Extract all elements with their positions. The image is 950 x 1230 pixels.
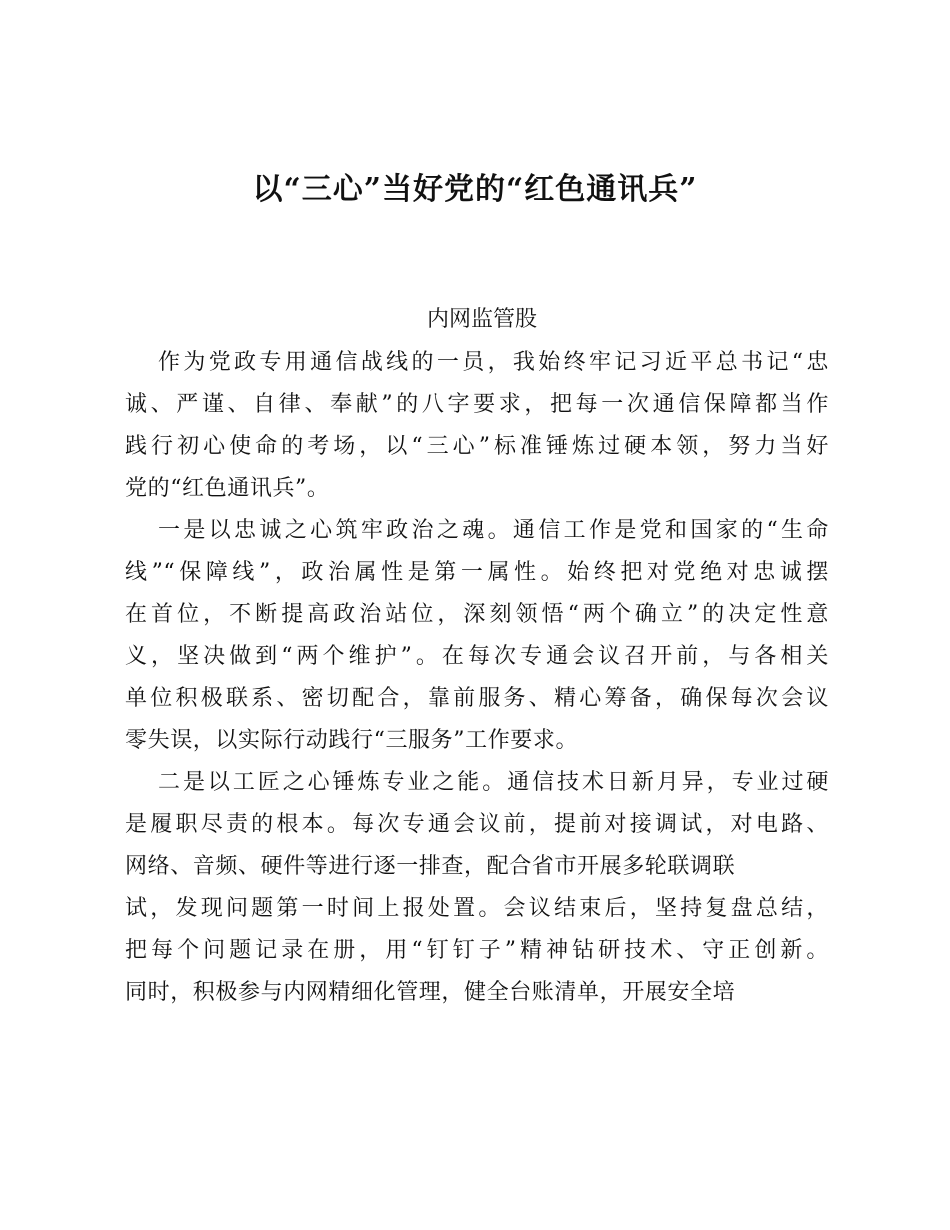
body-text-line: 作为党政专用通信战线的一员，我始终牢记习近平总书记“忠 [158,350,829,375]
body-text-line: 诚、严谨、自律、奉献”的八字要求，把每一次通信保障都当作 [125,392,829,417]
body-text-line: 线”“保障线”，政治属性是第一属性。始终把对党绝对忠诚摆 [125,560,829,585]
document-body [125,342,829,1014]
body-text-line: 二是以工匠之心锤炼专业之能。通信技术日新月异，专业过硬 [158,770,829,795]
body-text-line: 在首位，不断提高政治站位，深刻领悟“两个确立”的决定性意 [125,602,829,627]
document-author: 内网监管股 [426,307,537,332]
body-text-line: 义，坚决做到“两个维护”。在每次专通会议召开前，与各相关 [125,644,829,669]
body-text-line: 践行初心使命的考场，以“三心”标准锤炼过硬本领，努力当好 [125,434,829,459]
body-text-line: 同时，积极参与内网精细化管理，健全台账清单，开展安全培 [125,980,736,1005]
body-text-line: 网络、音频、硬件等进行逐一排查，配合省市开展多轮联调联 [125,854,736,879]
document-title: 以“三心”当好党的“红色通讯兵” [252,172,698,207]
body-text-line: 把每个问题记录在册，用“钉钉子”精神钻研技术、守正创新。 [125,938,829,963]
body-text-line: 试，发现问题第一时间上报处置。会议结束后，坚持复盘总结， [125,896,829,921]
body-text-line: 党的“红色通讯兵”。 [125,476,330,501]
body-text-line: 是履职尽责的根本。每次专通会议前，提前对接调试，对电路、 [125,812,829,837]
body-text-line: 单位积极联系、密切配合，靠前服务、精心筹备，确保每次会议 [125,686,829,711]
body-text-line: 零失误，以实际行动践行“三服务”工作要求。 [125,728,579,753]
body-text-line: 一是以忠诚之心筑牢政治之魂。通信工作是党和国家的“生命 [158,518,829,543]
